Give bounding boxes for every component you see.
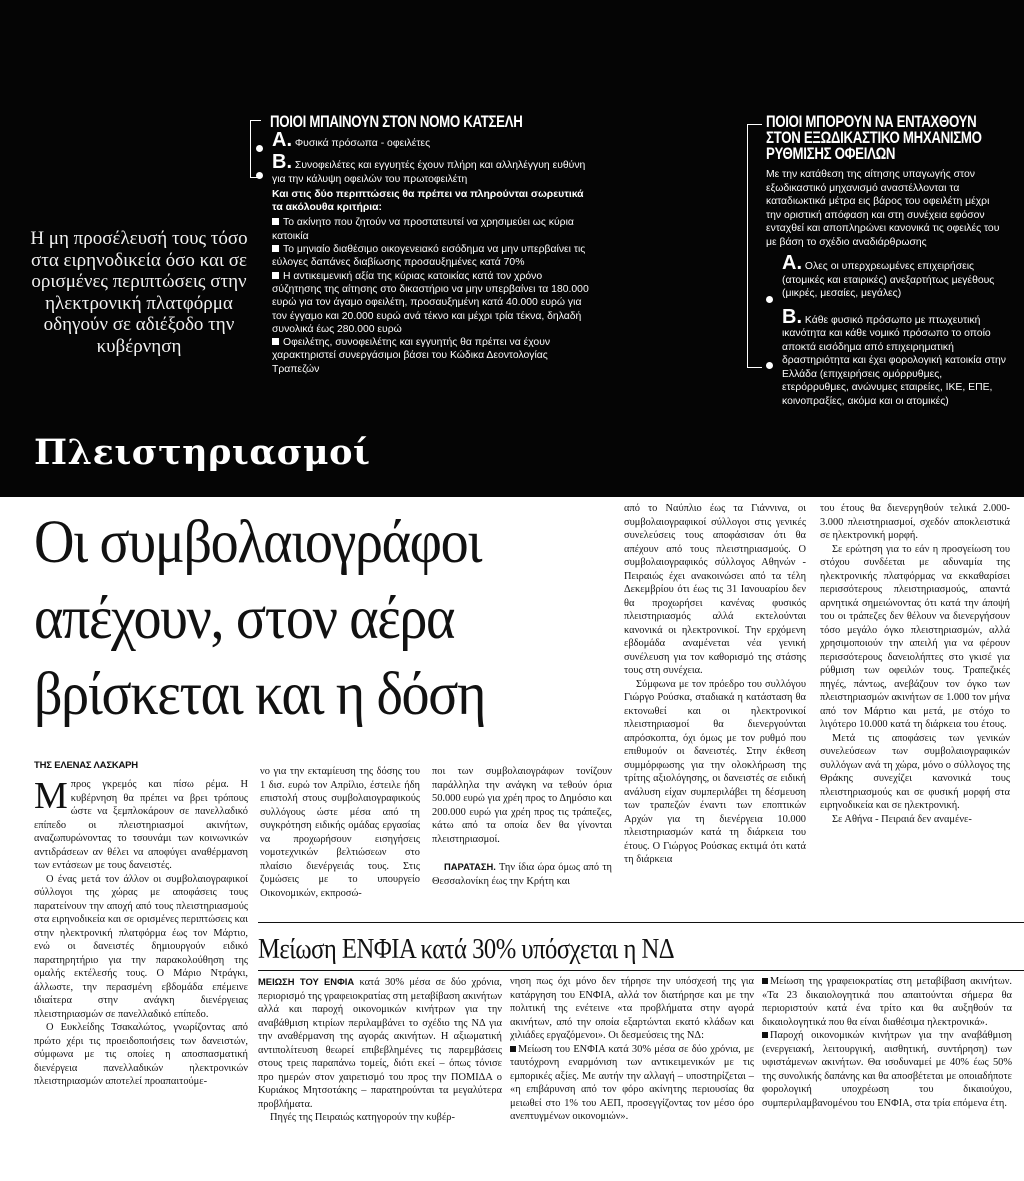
drop-cap: Μ [34,775,68,817]
headline-line-3: βρίσκεται και η δόση [34,661,486,728]
enfia-headline: Μείωση ΕΝΦΙΑ κατά 30% υπόσχεται η ΝΔ [258,933,675,965]
box2-item-a [782,252,1007,301]
bullet-square-icon [272,218,279,225]
bullet-square-icon [272,272,279,279]
article-paragraph: Σε ερώτηση για το εάν η προσγείωση του στόχου συνδέεται με αδυναμία της ηλεκτρονικής πλατφόρμας να εκκαθαρίσει περισσότερους πλειστηριασμούς, απαντά αρνητικά σημειώνοντας ότι κατά την άποψή του οι τράπεζες δεν θέλουν να διενεργήσουν τόσο μεγάλο όγκο πλειστηριασμών, αλλά χρησιμοποιούν την απειλή για να φέρουν περισσότερους δανειολήπτες στο γκισέ για ρύθμιση των οφειλών τους. Τραπεζικές πηγές, πάντως, ανεβάζουν τον όγκο των πλειστηριασμών ακινήτων σε 1.000 τον μήνα από τον Μάρτιο και μετά, με στόχο το λιγότερο 10.000 κατά τη διάρκεια του έτους. [820,543,1010,730]
category-title: Πλειστηριασμοί [34,432,371,473]
enfia-column-1 [258,975,502,1125]
article-paragraph: ποι των συμβολαιογράφων τονίζουν παράλληλα την ανάγκη να τεθούν όρια 50.000 ευρώ για χρέη προς το Δημόσιο και 200.000 ευρώ για χρέη προς τις τράπεζες, κάτω από τα οποία δεν θα γίνονται πλειστηριασμοί. [432,766,612,845]
list-item: Το ακίνητο που ζητούν να προστατευτεί να χρησιμεύει ως κύρια κατοικία [272,217,574,242]
box1-a-text: Φυσικά πρόσωπα - οφειλέτες [294,138,431,149]
article-column-1 [34,775,248,1089]
article-paragraph: νηση πως όχι μόνο δεν τήρησε την υπόσχεσή της για κατάργηση του ΕΝΦΙΑ, αλλά τον διατήρησε και με την πολιτική της ενέτεινε «τα προβλήματα στην αγορά ακινήτων, από την οποία εξαρτώνται εκατό κλάδων και χιλιάδες εργαζόμενοι». Οι δεσμεύσεις της ΝΔ: [510,976,754,1041]
box1-item-a [272,129,592,151]
box1-title: ΠΟΙΟΙ ΜΠΑΙΝΟΥΝ ΣΤΟΝ ΝΟΜΟ ΚΑΤΣΕΛΗ [270,112,523,131]
kicker-paratasi: ΠΑΡΑΤΑΣΗ. [444,861,496,872]
article-paragraph: από το Ναύπλιο έως τα Γιάννινα, οι συμβολαιογραφικοί σύλλογοι στις γενικές συνελεύσεις τους αποφάσισαν ότι θα απέχουν από τους πλειστηριασμούς. Ο συμβολαιογραφικός σύλλογος Αθηνών - Πειραιώς έχει ανακοινώσει από τα τέλη Δεκεμβρίου ότι έως τις 31 Ιανουαρίου δεν θα προχωρήσει κανένας φυσικός πλειστηριασμός αλλά εκτελούνται κανονικά οι ηλεκτρονικοί. Την ερχόμενη εβδομάδα αναμένεται νέα γενική συνέλευση για τον καθορισμό της στάσης τους στη συνέχεια. [624,503,806,676]
bullet-square-icon [762,978,768,984]
enfia-column-3 [762,975,1012,1110]
headline-line-1: Οι συμβολαιογράφοι [34,509,482,576]
article-paragraph: Μετά τις αποφάσεις των γενικών συνελεύσεων των συμβολαιογραφικών συλλόγων ανά τη χώρα, μόνο ο σύλλογος της Θράκης συνεχίζει κανονικά τους πλειστηριασμούς και σε φυσική μορφή στα ειρηνοδικεία και σε ηλεκτρονική. [820,732,1010,811]
box2-intro: Με την κατάθεση της αίτησης υπαγωγής στον εξωδικαστικό μηχανισμό αναστέλλονται τα καταδιωκτικά μέτρα εις βάρος του οφειλέτη μέχρι την οριστική απόφαση και στη συνέχεια εφόσον ενταχθεί και αποπληρώνει κανονικά τις οφειλές του με βάση το σχέδιο αναδιάρθρωσης [766,169,1000,248]
bullet-square-icon [762,1032,768,1038]
article-paragraph: Μπρος γκρεμός και πίσω ρέμα. Η κυβέρνηση θα πρέπει να βρει τρόπους ώστε να ξεμπλοκάρουν σε πανελλαδικό επίπεδο οι πλειστηριασμοί ακινήτων, αναζωπυρώνοντας το τσουνάμι των κοινωνικών αντιδράσεων αν θέλει να αποφύγει αναθέρμανση των εντάσεων με τους δανειστές. [34,775,248,871]
box1-criteria-list [272,216,592,376]
box2-item-b [782,305,1007,409]
box1-b-text: Συνοφειλέτες και εγγυητές έχουν πλήρη και αλληλέγγυη ευθύνη για την κάλυψη οφειλών του πρωτοφειλέτη [272,160,586,185]
article-column-4 [624,502,806,867]
article-paragraph: νο για την εκταμίευση της δόσης του 1 δισ. ευρώ τον Απρίλιο, έστειλε ήδη επιστολή στους συμβολαιογραφικούς συλλόγους ώστε μέσα από τη συγκρότηση ειδικής ομάδας εργασίας να προχωρήσουν εισηγήσεις νομοτεχνικών βελτιώσεων στο πλαίσιο διενέργειάς τους. Στις ζυμώσεις με το υπουργείο Οικονομικών, εκπροσώ- [260,766,420,899]
enfia-bottom-rule [258,970,1024,971]
article-paragraph: του έτους θα διενεργηθούν τελικά 2.000-3.000 πλειστηριασμοί, σχεδόν αποκλειστικά σε ηλεκτρονική μορφή. [820,503,1010,541]
box2-title-line-1: ΠΟΙΟΙ ΜΠΟΡΟΥΝ ΝΑ ΕΝΤΑΧΘΟΥΝ [766,112,977,131]
bullet-square-icon [272,245,279,252]
article-paragraph: Σύμφωνα με τον πρόεδρο του συλλόγου Γιώργο Ρούσκα, σταδιακά η κατάσταση θα εκτονωθεί και οι ηλεκτρονικοί πλειστηριασμοί θα διενεργούνται απρόσκοπτα, όχι όμως με τον ρυθμό που επιθυμούν οι δανειστές. Στην έκθεση συμμόρφωσης για την ολοκλήρωση της τρίτης αξιολόγησης, οι δανειστές σε ειδική ανάλυση είχαν συμπεριλάβει τη δέσμευση των τραπεζών έναντι των εποπτικών Αρχών για τη διενέργεια 10.000 πλειστηριασμών κατά τη διάρκεια του έτους. Ο Γιώργος Ρούσκας εκτιμά ότι κατά τη διάρκεια [624,678,806,865]
box-out-of-court-mechanism [762,114,1024,408]
byline: ΤΗΣ ΕΛΕΝΑΣ ΛΑΣΚΑΡΗ [34,760,138,771]
box2-b-text: Κάθε φυσικό πρόσωπο με πτωχευτική ικανότητα και κάθε νομικό πρόσωπο το οποίο αποκτά εισόδημα από επιχειρηματική δραστηριότητα και έχει φορολογική κατοικία στην Ελλάδα (επιχειρήσεις ομόρρυθμες, ετερόρρυθμες, ανώνυμες εταιρείες, ΙΚΕ, ΕΠΕ, κοινοπραξίες, ακόμα και οι ατομικές) [782,314,1006,407]
list-item: Η αντικειμενική αξία της κύριας κατοικίας κατά τον χρόνο σύζητησης της αίτησης στο δικαστήριο να μην υπερβαίνει τα 180.000 ευρώ για τον άγαμο οφειλέτη, προσαυξημένη κατά 40.000 ευρώ για τον έγγαμο και 20.000 ευρώ ανά τέκνο και μέχρι τρία τέκνα, δηλαδή συνολικά έως 280.000 ευρώ [272,270,589,335]
box1-b-letter: Β. [272,151,292,174]
list-item: Παροχή οικονομικών κινήτρων για την αναβάθμιση (ενεργειακή, λειτουργική, αισθητική, συντήρηση) των υφιστάμενων ακινήτων. Θα ισοδυναμεί με 40% έως 50% της συνολικής δαπάνης και θα αποσβέτεται με οποιαδήποτε φορολογική υποχρέωση του δικαιούχου, συμπεριλαμβανομένου του ΕΝΦΙΑ, στα τρία επόμενα έτη. [762,1030,1012,1109]
main-headline [34,505,577,733]
box2-bracket [747,124,762,368]
article-column-3 [432,765,612,888]
box1-item-b [272,151,592,186]
box1-criteria-intro: Και στις δύο περιπτώσεις θα πρέπει να πληρούνται σωρευτικά τα ακόλουθα κριτήρια: [272,188,584,214]
enfia-column-2 [510,975,754,1124]
article-paragraph: ΠΑΡΑΤΑΣΗ. Την ίδια ώρα όμως από τη Θεσσαλονίκη έως την Κρήτη και [432,861,612,887]
box2-b-letter: Β. [782,305,802,328]
article-paragraph: Πηγές της Πειραιώς κατηγορούν την κυβέρ- [270,1112,455,1123]
lede-text: Η μη προσέλευσή τους τόσο στα ειρηνοδικεία όσο και σε ορισμένες περιπτώσεις στην ηλεκτρονική πλατφόρμα οδηγούν σε αδιέξοδο την κυβέρνηση [30,228,248,357]
bullet-square-icon [510,1046,516,1052]
box-katseli-law [262,114,592,376]
kicker-meiosi-enfia: ΜΕΙΩΣΗ ΤΟΥ ΕΝΦΙΑ [258,976,355,987]
list-item: Οφειλέτης, συνοφειλέτης και εγγυητής θα πρέπει να έχουν χαρακτηριστεί συνεργάσιμοι βάσει του Κώδικα Δεοντολογίας Τραπεζών [272,337,551,375]
list-item: Μείωση του ΕΝΦΙΑ κατά 30% μέσα σε δύο χρόνια, με ταυτόχρονη εναρμόνιση των αντικειμενικών με τις εμπορικές αξίες. Με αυτήν την αλλαγή – υποστηρίζεται – «η επιβάρυνση από τον φόρο ακίνητης περιουσίας θα μειωθεί στο 1% του ΑΕΠ, προσεγγίζοντας τον μέσο όρο ανεπτυγμένων οικονομιών». [510,1043,754,1122]
top-infographic-panel [0,0,1024,497]
bullet-square-icon [272,338,279,345]
article-column-2 [260,765,420,900]
box2-a-letter: Α. [782,252,802,274]
box2-title-line-2: ΣΤΟΝ ΕΞΩΔΙΚΑΣΤΙΚΟ ΜΗΧΑΝΙΣΜΟ [766,128,982,147]
list-item: Το μηνιαίο διαθέσιμο οικογενειακό εισόδημα να μην υπερβαίνει τις εύλογες δαπάνες διαβίωσης προσαυξημένες κατά 70% [272,244,586,269]
box1-a-letter: Α. [272,129,292,151]
article-paragraph: Ο ένας μετά τον άλλον οι συμβολαιογραφικοί σύλλογοι της χώρας με αποφάσεις τους παρατείνουν την αποχή από τους πλειστηριασμούς στα ειρηνοδικεία και σε ορισμένες περιπτώσεις και στην ηλεκτρονική πλατφόρμα έως τον Μάρτιο, ενώ οι δανειστές δημιουργούν ειδικό παρατηρητήριο για την παρακολούθηση της ομαλής εκτέλεσής τους. Ο Μάριο Ντράγκι, άλλωστε, την περασμένη εβδομάδα επέμεινε ιδιαίτερα στην ανάγκη διενέργειας πλειστηριασμών σε πανελλαδικό επίπεδο. [34,873,248,1020]
enfia-top-rule [258,922,1024,923]
box2-title-line-3: ΡΥΘΜΙΣΗΣ ΟΦΕΙΛΩΝ [766,144,896,163]
article-paragraph: Σε Αθήνα - Πειραιά δεν αναμένε- [832,813,972,825]
article-paragraph: ΜΕΙΩΣΗ ΤΟΥ ΕΝΦΙΑ κατά 30% μέσα σε δύο χρόνια, περιορισμό της γραφειοκρατίας στη μεταβίβαση ακινήτων αλλά και παροχή οικονομικών κινήτρων για την αναβάθμιση κτιρίων περιλαμβάνει το σχέδιο της ΝΔ για την αναθέρμανση της αγοράς ακινήτων. Η αξιωματική αντιπολίτευση θεωρεί επιβεβλημένες τις παρεμβάσεις στους τρεις παραπάνω τομείς, διότι εκεί – όπως τόνισε προ ημερών στον χαιρετισμό του προς την ΠΟΜΙΔΑ ο Κυριάκος Μητσοτάκης – παρατηρούνται τα μεγαλύτερα προβλήματα. [258,976,502,1110]
list-item: Μείωση της γραφειοκρατίας στη μεταβίβαση ακινήτων. «Τα 23 δικαιολογητικά που απαιτούνται σήμερα θα περιοριστούν κατά ένα τρίτο και θα αυξηθούν τα δικαιολογητικά που θα είναι διαθέσιμα ηλεκτρονικά». [762,976,1012,1028]
box2-a-text: Ολες οι υπερχρεωμένες επιχειρήσεις (ατομικές και εταιρικές) ανεξαρτήτως μεγέθους (μικρές, μεσαίες, μεγάλες) [782,261,995,299]
article-paragraph: Ο Ευκλείδης Τσακαλώτος, γνωρίζοντας από πρώτο χέρι τις προειδοποιήσεις των δανειστών, σύμφωνα με τις οποίες η αποσπασματική διενέργεια πανελλαδικών ηλεκτρονικών πλειστηριασμών αποτελεί προαπαιτούμε- [34,1022,248,1087]
article-column-5 [820,502,1010,826]
headline-line-2: απέχουν, στον αέρα [34,585,455,652]
